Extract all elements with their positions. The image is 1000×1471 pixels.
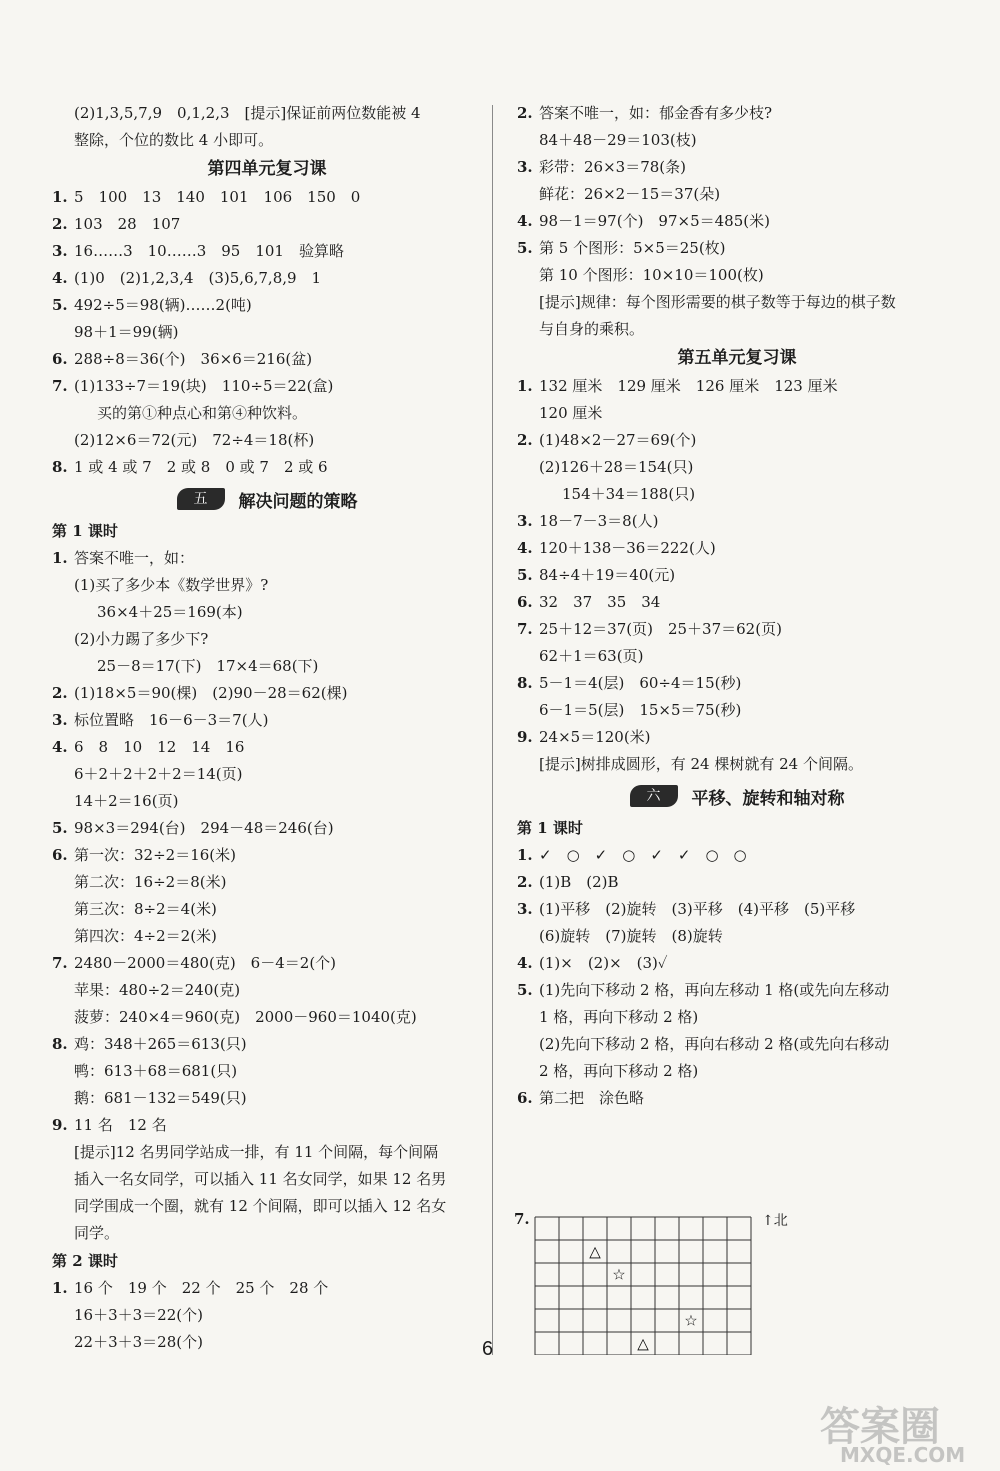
answer-line [517,373,957,400]
answer-text: [提示]树排成圆形，有 24 棵树就有 24 个间隔。 [539,755,863,773]
answer-text: ✓ ○ ✓ ○ ✓ ✓ ○ ○ [539,846,747,864]
answer-text: 288÷8＝36(个) 36×6＝216(盆) [74,350,313,368]
answer-line [52,788,482,815]
answer-line [52,238,482,265]
unit-banner [52,481,482,517]
unit-banner [517,778,957,814]
answer-line [52,1112,482,1139]
question-number: 4. [52,738,68,756]
answer-text: 答案不唯一，如：郁金香有多少枝? [539,104,773,122]
question-number: 6. [517,593,533,611]
answer-text: 与自身的乘积。 [539,320,645,338]
answer-line [517,127,957,154]
answer-line [517,154,957,181]
answer-line [52,100,482,127]
watermark-url: MXQE.COM [840,1443,966,1467]
answer-text: 第三次：8÷2＝4(米) [74,900,217,918]
answer-line [52,707,482,734]
answer-text: 84＋48－29＝103(枝) [539,131,697,149]
answer-text: 11 名 12 名 [74,1116,167,1134]
page-number: 6 [482,1338,494,1360]
answer-text: 98×3＝294(台) 294－48＝246(台) [74,819,334,837]
question-number: 4. [517,212,533,230]
unit-title: 平移、旋转和轴对称 [691,788,845,809]
answer-text: 16＋3＋3＝22(个) [74,1306,203,1324]
answer-line [517,950,957,977]
answer-line [52,1031,482,1058]
unit-badge: 五 [177,488,225,510]
answer-text: (1)133÷7＝19(块) 110÷5＝22(盒) [74,377,334,395]
question-number: 6. [52,846,68,864]
answer-line [517,427,957,454]
answer-text: 18－7－3＝8(人) [539,512,659,530]
answer-text: 25＋12＝37(页) 25＋37＝62(页) [539,620,782,638]
column-divider [492,105,493,1355]
answer-line [517,562,957,589]
answer-text: 第 10 个图形：10×10＝100(枚) [539,266,764,284]
answer-line [517,208,957,235]
answer-text: 16 个 19 个 22 个 25 个 28 个 [74,1279,329,1297]
answer-line [517,181,957,208]
north-label: 北 [773,1213,788,1229]
answer-text: 16……3 10……3 95 101 验算略 [74,242,344,260]
answer-line [52,292,482,319]
answer-text: 鸭：613＋68＝681(只) [74,1062,238,1080]
question-number: 3. [517,158,533,176]
answer-line [52,1058,482,1085]
question-number: 5. [52,296,68,314]
answer-line [517,751,957,778]
answer-line [52,1193,482,1220]
question-number: 5. [517,981,533,999]
answer-line [52,265,482,292]
answer-text: 答案不唯一，如： [74,549,195,567]
answer-line [52,626,482,653]
question-number: 6. [517,1089,533,1107]
answer-line [52,1139,482,1166]
answer-text: 22＋3＋3＝28(个) [74,1333,203,1351]
answer-text: (2)12×6＝72(元) 72÷4＝18(杯) [74,431,315,449]
answer-text: 24×5＝120(米) [539,728,651,746]
answer-text: (1)先向下移动 2 格，再向左移动 1 格(或先向左移动 [539,981,890,999]
answer-text: (1)18×5＝90(棵) (2)90－28＝62(棵) [74,684,348,702]
answer-line [52,545,482,572]
answer-text: 14＋2＝16(页) [74,792,179,810]
answer-line [517,977,957,1004]
answer-text: (1)平移 (2)旋转 (3)平移 (4)平移 (5)平移 [539,900,856,918]
answer-line [517,616,957,643]
question-number: 2. [517,104,533,122]
answer-line [52,127,482,154]
section-title: 第五单元复习课 [677,348,797,368]
answer-line [517,100,957,127]
answer-text: (2)先向下移动 2 格，再向右移动 2 格(或先向右移动 [539,1035,890,1053]
answer-text: (1)买了多少本《数学世界》? [74,576,269,594]
answer-line [517,643,957,670]
answer-line [52,1220,482,1247]
answer-text: 120 厘米 [539,404,603,422]
answer-text: 154＋34＝188(只) [562,485,696,503]
answer-line [52,211,482,238]
answer-line [52,400,482,427]
answer-line [52,977,482,1004]
answer-text: 25－8＝17(下) 17×4＝68(下) [97,657,319,675]
answer-text: 36×4＋25＝169(本) [97,603,243,621]
question-number: 2. [52,215,68,233]
answer-text: 103 28 107 [74,215,181,233]
answer-line [517,262,957,289]
answer-line [517,869,957,896]
answer-line [52,950,482,977]
answer-text: (1)× (2)× (3)✓ [539,954,668,972]
answer-line [52,319,482,346]
answer-line [517,316,957,343]
answer-text: 苹果：480÷2＝240(克) [74,981,241,999]
answer-text: 6－1＝5(层) 15×5＝75(秒) [539,701,742,719]
question-number: 2. [517,873,533,891]
answer-line [517,724,957,751]
answer-text: 买的第①种点心和第④种饮料。 [97,404,308,422]
answer-text: 62＋1＝63(页) [539,647,644,665]
answer-text: (1)48×2－27＝69(个) [539,431,697,449]
answer-line [52,923,482,950]
question-number: 3. [517,900,533,918]
answer-text: 1 格，再向下移动 2 格) [539,1008,699,1026]
question-number: 3. [517,512,533,530]
answer-line [517,454,957,481]
answer-text: 98＋1＝99(辆) [74,323,179,341]
right-column [517,100,957,1112]
answer-text: (2)126＋28＝154(只) [539,458,694,476]
answer-text: 5－1＝4(层) 60÷4＝15(秒) [539,674,742,692]
answer-text: 整除，个位的数比 4 小即可。 [74,131,274,149]
answer-text: (2)1,3,5,7,9 0,1,2,3 [提示]保证前两位数能被 4 [74,104,421,122]
answer-line [517,508,957,535]
answer-line [52,761,482,788]
grid-mark: ☆ [684,1311,698,1330]
answer-line [52,1166,482,1193]
answer-text: 第四次：4÷2＝2(米) [74,927,217,945]
question-number: 8. [517,674,533,692]
answer-line [517,289,957,316]
answer-line [52,599,482,626]
answer-line [517,1058,957,1085]
grid-question-number: 7. [514,1210,530,1228]
answer-line [52,1329,482,1356]
answer-line [52,427,482,454]
answer-line [52,680,482,707]
question-number: 7. [52,377,68,395]
question-number: 3. [52,711,68,729]
answer-line [52,346,482,373]
answer-text: 标位置略 16－6－3＝7(人) [74,711,269,729]
answer-text: 132 厘米 129 厘米 126 厘米 123 厘米 [539,377,838,395]
question-number: 2. [517,431,533,449]
answer-line [52,1302,482,1329]
answer-text: 菠萝：240×4＝960(克) 2000－960＝1040(克) [74,1008,417,1026]
answer-line [52,184,482,211]
unit-title: 解决问题的策略 [238,491,358,512]
answer-text: 98－1＝97(个) 97×5＝485(米) [539,212,770,230]
answer-text: 120＋138－36＝222(人) [539,539,716,557]
question-number: 1. [517,377,533,395]
answer-line [52,572,482,599]
question-number: 5. [517,239,533,257]
answer-line [52,1085,482,1112]
answer-text: 32 37 35 34 [539,593,661,611]
question-number: 5. [52,819,68,837]
question-number: 4. [52,269,68,287]
lesson-heading: 第 1 课时 [52,522,118,540]
answer-text: 同学。 [74,1224,120,1242]
unit-badge: 六 [630,785,678,807]
watermark-logo: 答案圈 [820,1404,940,1450]
grid-mark: △ [637,1334,649,1353]
question-number: 2. [52,684,68,702]
answer-text: 2 格，再向下移动 2 格) [539,1062,699,1080]
answer-text: (1)B (2)B [539,873,619,891]
north-arrow: ↑北 [762,1213,788,1229]
lesson-heading: 第 2 课时 [52,1252,118,1270]
answer-text: 1 或 4 或 7 2 或 8 0 或 7 2 或 6 [74,458,328,476]
question-number: 5. [517,566,533,584]
answer-text: 同学围成一个圈，就有 12 个间隔，即可以插入 12 名女 [74,1197,447,1215]
answer-text: 492÷5＝98(辆)……2(吨) [74,296,252,314]
answer-text: 第二把 涂色略 [539,1089,645,1107]
question-number: 1. [52,549,68,567]
question-number: 1. [52,188,68,206]
answer-line [52,815,482,842]
question-number: 1. [52,1279,68,1297]
answer-line [52,1004,482,1031]
answer-line [517,1031,957,1058]
answer-line [517,670,957,697]
answer-text: [提示]12 名男同学站成一排，有 11 个间隔，每个间隔 [74,1143,439,1161]
answer-text: (6)旋转 (7)旋转 (8)旋转 [539,927,723,945]
answer-line [517,923,957,950]
question-number: 7. [52,954,68,972]
answer-text: 鹅：681－132＝549(只) [74,1089,247,1107]
answer-text: 鸡：348＋265＝613(只) [74,1035,247,1053]
answer-line [517,697,957,724]
question-number: 1. [517,846,533,864]
answer-line [52,734,482,761]
answer-line [52,373,482,400]
answer-text: 第 5 个图形：5×5＝25(枚) [539,239,726,257]
question-number: 7. [517,620,533,638]
answer-line [517,589,957,616]
question-number: 4. [517,954,533,972]
answer-text: [提示]规律：每个图形需要的棋子数等于每边的棋子数 [539,293,896,311]
answer-text: 6 8 10 12 14 16 [74,738,245,756]
left-column [52,100,482,1356]
answer-line [517,400,957,427]
section-title: 第四单元复习课 [207,159,327,179]
answer-text: 第一次：32÷2＝16(米) [74,846,236,864]
answer-text: 5 100 13 140 101 106 150 0 [74,188,361,206]
answer-line [517,842,957,869]
answer-text: 彩带：26×3＝78(条) [539,158,686,176]
answer-text: 2480－2000＝480(克) 6－4＝2(个) [74,954,337,972]
question-number: 9. [52,1116,68,1134]
answer-text: 插入一名女同学，可以插入 11 名女同学，如果 12 名男 [74,1170,447,1188]
answer-line [517,481,957,508]
answer-text: (1)0 (2)1,2,3,4 (3)5,6,7,8,9 1 [74,269,322,287]
answer-line [52,842,482,869]
answer-line [52,1275,482,1302]
answer-line [52,454,482,481]
answer-line [52,653,482,680]
question-number: 3. [52,242,68,260]
answer-line [52,869,482,896]
grid-mark: △ [589,1242,601,1261]
answer-line [517,1085,957,1112]
answer-text: (2)小力踢了多少下? [74,630,209,648]
answer-line [517,535,957,562]
answer-text: 第二次：16÷2＝8(米) [74,873,227,891]
question-number: 8. [52,1035,68,1053]
answer-line [52,896,482,923]
answer-line [517,235,957,262]
answer-line [517,1004,957,1031]
question-number: 9. [517,728,533,746]
question-number: 4. [517,539,533,557]
answer-line [517,896,957,923]
answer-text: 鲜花：26×2－15＝37(朵) [539,185,721,203]
lesson-heading: 第 1 课时 [517,819,583,837]
grid-mark: ☆ [612,1265,626,1284]
answer-grid [533,1215,763,1355]
answer-text: 84÷4＋19＝40(元) [539,566,676,584]
question-number: 8. [52,458,68,476]
question-number: 6. [52,350,68,368]
answer-text: 6＋2＋2＋2＋2＝14(页) [74,765,243,783]
